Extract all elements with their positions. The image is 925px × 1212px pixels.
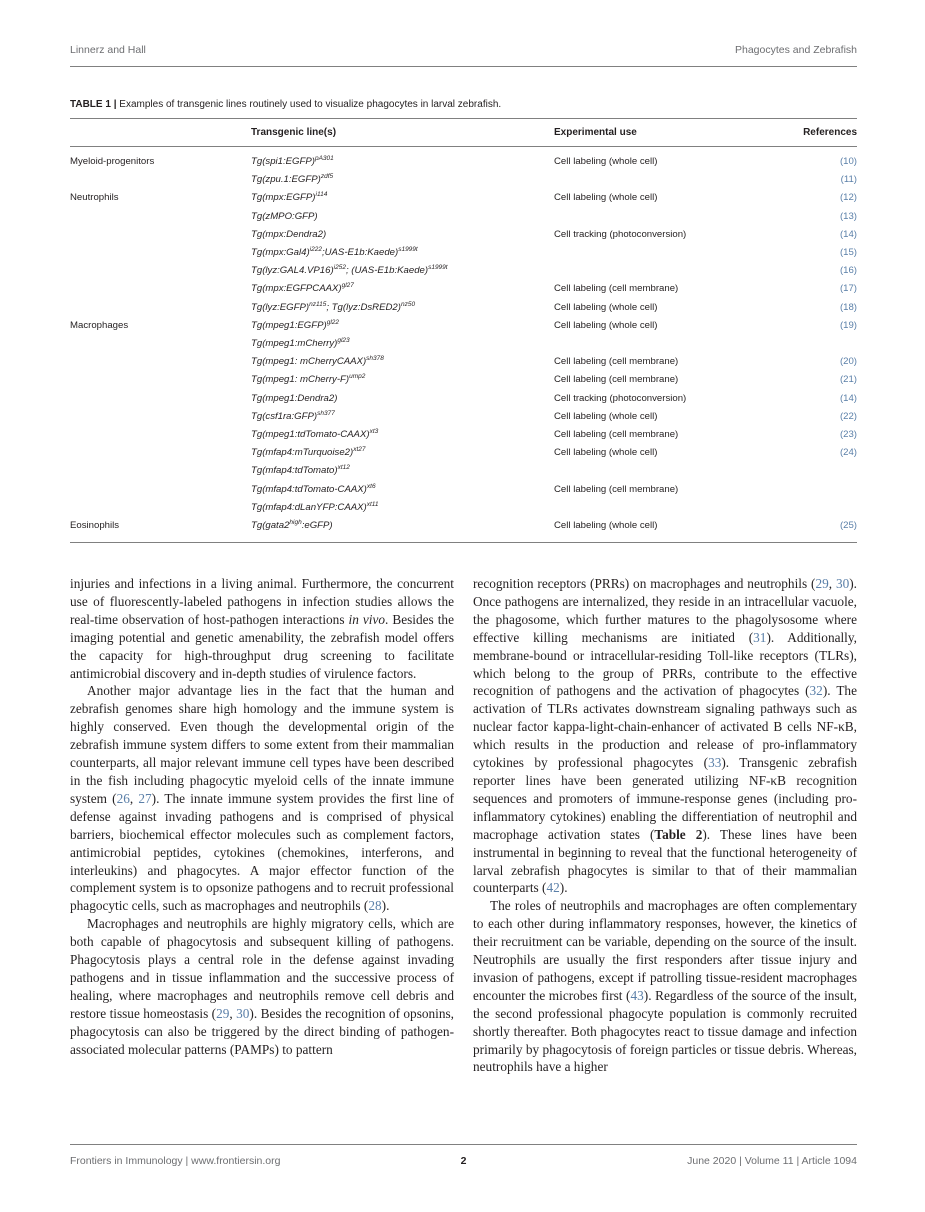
cell-reference: (25) — [839, 520, 857, 531]
cell-category: Macrophages — [70, 319, 129, 331]
table-caption — [70, 99, 501, 110]
line-name: Tg(mpeg1: mCherry-F) — [251, 374, 350, 386]
table-bottom-rule — [70, 542, 857, 543]
text-run: , — [828, 576, 836, 591]
cell-reference: (11) — [840, 174, 857, 186]
running-head — [70, 44, 857, 64]
cell-transgenic-line — [251, 192, 327, 203]
cell-reference: (17) — [839, 283, 857, 295]
paragraph — [70, 575, 454, 682]
citation-link[interactable]: 33 — [708, 755, 722, 771]
text-run: ). Regardless of the source of the insult, the second professional phagocyte population is commonly recruited shortly thereafter. Both phagocytes react to tissue damage and infection primarily by phagocytosis of foreign particles or tissue debris. Whereas, neutrophils have a higher — [473, 987, 857, 1075]
table-row — [70, 265, 857, 283]
line-name: Tg(spi1:EGFP) — [251, 156, 315, 167]
line-name-cont: ; Tg(lyz:DsRED2) — [326, 301, 401, 313]
table-top-rule — [70, 118, 857, 119]
paragraph — [70, 915, 454, 1058]
body-column-left — [70, 575, 454, 1058]
line-name: Tg(mpx:Dendra2) — [251, 228, 327, 240]
cell-experimental-use: Cell labeling (whole cell) — [554, 447, 658, 459]
cell-transgenic-line — [251, 484, 376, 495]
cell-transgenic-line — [251, 302, 415, 313]
footer — [70, 1155, 857, 1171]
table-row — [70, 192, 857, 210]
cell-category: Eosinophils — [70, 520, 120, 531]
line-name: Tg(mpeg1:tdTomato-CAAX) — [251, 429, 370, 440]
line-name: Tg(csf1ra:GFP) — [251, 410, 318, 422]
cell-reference: (12) — [839, 192, 857, 204]
text-run: Another major advantage lies in the fact that the human and zebrafish genomes share high homology and the immune system is highly conserved. Even though the developmental origin of the zebrafish immune system differs to some extent from their mammalian counterparts, all major relevant immune cell types have been described in the fish including phagocytic myeloid cells of the innate immune system ( — [70, 683, 454, 806]
line-name: Tg(lyz:GAL4.VP16) — [251, 265, 334, 277]
allele-superscript: i114 — [315, 191, 328, 199]
line-name: Tg(zMPO:GFP) — [251, 210, 318, 222]
text-run: injuries and infections in a living animal. Furthermore, the concurrent use of fluorescently-labeled pathogens in infection studies allows the real-time observation of host-pathogen interactions — [70, 576, 454, 627]
cell-experimental-use: Cell labeling (cell membrane) — [554, 374, 679, 386]
cell-transgenic-line — [251, 447, 366, 458]
line-name: Tg(mpeg1: mCherryCAAX) — [251, 356, 367, 368]
line-name: Tg(zpu.1:EGFP) — [251, 174, 321, 186]
cell-transgenic-line — [251, 174, 333, 185]
cell-reference: (13) — [839, 210, 857, 222]
table-row — [70, 520, 857, 538]
citation-link[interactable]: 32 — [809, 683, 823, 699]
allele-superscript: xt3 — [369, 428, 379, 435]
table-row — [70, 502, 857, 520]
cell-experimental-use: Cell labeling (whole cell) — [554, 192, 658, 204]
text-run: . Besides the imaging potential and genetic amenability, the zebrafish model offers the capacity for high-throughput drug screening to facilitate antimicrobial discovery and in-depth studies of virulence factors. — [70, 611, 454, 681]
cell-experimental-use: Cell labeling (whole cell) — [554, 410, 658, 422]
citation-link[interactable]: 26 — [116, 790, 130, 806]
table-row — [70, 211, 857, 229]
line-name: Tg(mpeg1:Dendra2) — [251, 392, 338, 404]
table-row — [70, 411, 857, 429]
table-caption-text: Examples of transgenic lines routinely used to visualize phagocytes in larval zebrafish. — [119, 99, 502, 110]
citation-link[interactable]: 30 — [236, 1005, 250, 1021]
line-name: Tg(mpx:EGFPCAAX) — [251, 283, 342, 295]
text-run: ). Additionally, membrane-bound or intracellular-residing Toll-like receptors (TLRs), which belong to the group of PRRs, contribute to the effective recognition of pathogens and the activation of phagocytes ( — [473, 629, 857, 699]
allele-superscript: pA301 — [314, 155, 334, 162]
text-run: The roles of neutrophils and macrophages are often complementary to each other during inflammatory responses, however, the kinetics of their recruitment can be variable, depending on the source of the insult. Neutrophils are usually the first responders after tissue injury and invasion of pathogens, except if patrolling tissue-resident macrophages encounter the microbes first ( — [473, 898, 857, 1003]
line-name-cont: :eGFP) — [301, 520, 333, 531]
text-run: ). The activation of TLRs activates downstream signaling pathways such as nuclear factor kappa-light-chain-enhancer of activated B cells NF-κB, which results in the production and release of pro-inflammatory cytokines by professional phagocytes ( — [473, 683, 857, 771]
citation-link[interactable]: 29 — [216, 1005, 230, 1021]
cell-transgenic-line — [251, 502, 379, 513]
cell-transgenic-line — [251, 247, 418, 258]
allele-superscript: s1999t — [428, 264, 448, 272]
cell-reference: (24) — [839, 447, 857, 459]
table-row — [70, 283, 857, 301]
cell-experimental-use: Cell tracking (photoconversion) — [554, 392, 687, 404]
cell-reference: (21) — [839, 374, 857, 386]
cell-transgenic-line — [251, 356, 384, 367]
allele-superscript: gl23 — [337, 337, 350, 344]
cell-transgenic-line — [251, 320, 339, 331]
cell-reference: (15) — [839, 247, 857, 258]
cell-transgenic-line — [251, 338, 350, 349]
cell-experimental-use: Cell labeling (whole cell) — [554, 319, 658, 331]
line-name-cont: ;UAS-E1b:Kaede) — [321, 247, 399, 258]
table-label: TABLE 1 | — [70, 99, 117, 110]
cell-experimental-use: Cell labeling (whole cell) — [554, 301, 658, 313]
allele-superscript: sh378 — [366, 355, 384, 363]
text-run: ). These lines have been instrumental in beginning to reveal that the functional heterogeneity of larval zebrafish phagocytes is similar to that of their mammalian counterparts ( — [473, 826, 858, 896]
text-run: Macrophages and neutrophils are highly migratory cells, which are both capable of phagocytosis and subsequent killing of pathogens. Phagocytosis plays a central role in the defense against invading pathogens and in tissue inflammation and the successive process of healing, where macrophages and neutrophils remove cell debris and restore tissue homeostasis ( — [70, 916, 454, 1021]
allele-superscript: sh377 — [317, 409, 335, 417]
column-header-references: References — [803, 127, 857, 138]
table-row — [70, 247, 857, 265]
citation-link[interactable]: 30 — [835, 576, 850, 591]
line-name-cont: ; (UAS-E1b:Kaede) — [345, 265, 429, 277]
cell-transgenic-line — [251, 283, 354, 294]
paragraph — [473, 575, 857, 897]
page-number: 2 — [460, 1155, 467, 1167]
cell-reference: (16) — [839, 265, 857, 277]
allele-superscript: xt27 — [353, 446, 366, 454]
table-row — [70, 447, 857, 465]
cell-transgenic-line — [251, 393, 337, 404]
table-row — [70, 174, 857, 192]
allele-superscript: ump2 — [349, 373, 366, 381]
cell-experimental-use: Cell tracking (photoconversion) — [554, 228, 687, 240]
footer-divider — [70, 1144, 857, 1145]
allele-superscript: nz115 — [309, 300, 327, 308]
text-run: ). — [559, 880, 568, 896]
cell-reference: (14) — [839, 392, 857, 404]
allele-superscript: xt11 — [366, 500, 379, 508]
cell-reference: (22) — [839, 410, 857, 422]
table-row — [70, 338, 857, 356]
table-row — [70, 229, 857, 247]
allele-superscript: i222 — [309, 246, 322, 253]
citation-link[interactable]: 43 — [630, 987, 644, 1003]
paragraph — [70, 682, 454, 915]
text-run: ). The innate immune system provides the first line of defense against invading pathogens and is comprised of physical barriers, biochemical effector molecules such as complement factors, antimicrobial peptides, cytokines (chemokines, interferons, and interleukins) and phagocytes. A major effector function of the complement system is to opsonize pathogens and to recruit professional phagocytic cells, such as macrophages and neutrophils ( — [70, 790, 454, 914]
footer-issue: June 2020 | Volume 11 | Article 1094 — [687, 1155, 857, 1167]
footer-journal: Frontiers in Immunology | www.frontiersin.org — [70, 1155, 281, 1167]
citation-link[interactable]: 42 — [546, 880, 560, 896]
paragraph — [473, 897, 857, 1076]
cell-reference: (14) — [839, 228, 857, 240]
cell-reference: (23) — [839, 429, 857, 440]
table-header-rule — [70, 146, 857, 147]
table-row — [70, 374, 857, 392]
table-row — [70, 302, 857, 320]
cell-transgenic-line — [251, 211, 318, 222]
citation-link[interactable]: 31 — [753, 629, 767, 645]
cell-transgenic-line — [251, 411, 335, 422]
cell-transgenic-line — [251, 265, 448, 276]
allele-superscript: zdf5 — [320, 173, 334, 181]
cell-reference: (20) — [839, 356, 857, 368]
cell-transgenic-line — [251, 520, 333, 531]
body-column-right — [473, 575, 857, 1076]
table-row — [70, 484, 857, 502]
line-name: Tg(mpx:EGFP) — [251, 192, 316, 204]
cell-transgenic-line — [251, 374, 365, 385]
cell-experimental-use: Cell labeling (cell membrane) — [554, 283, 679, 295]
table-row — [70, 356, 857, 374]
line-name: Tg(mpeg1:EGFP) — [251, 319, 327, 331]
cell-category: Neutrophils — [70, 192, 119, 204]
cell-reference: (19) — [839, 319, 857, 331]
cell-transgenic-line — [251, 156, 334, 167]
allele-superscript: xt6 — [366, 482, 376, 490]
text-run: , — [129, 790, 139, 806]
header-divider — [70, 66, 857, 67]
cell-transgenic-line — [251, 429, 378, 440]
running-head-authors: Linnerz and Hall — [70, 44, 146, 56]
citation-link[interactable]: 29 — [815, 576, 829, 591]
running-head-title: Phagocytes and Zebrafish — [735, 44, 857, 56]
cell-experimental-use: Cell labeling (cell membrane) — [554, 429, 679, 440]
table-row — [70, 429, 857, 447]
table-row — [70, 156, 857, 174]
line-name: Tg(mpeg1:mCherry) — [251, 338, 338, 349]
allele-superscript: s1999t — [398, 246, 418, 253]
text-run: in vivo — [348, 611, 386, 627]
text-run: ). — [381, 898, 390, 914]
line-name: Tg(mfap4:tdTomato) — [251, 465, 338, 477]
cell-experimental-use: Cell labeling (cell membrane) — [554, 483, 679, 495]
line-name: Tg(mfap4:dLanYFP:CAAX) — [251, 501, 367, 513]
cell-transgenic-line — [251, 465, 350, 476]
line-name: Tg(lyz:EGFP) — [251, 301, 310, 313]
column-header-transgenic-line: Transgenic line(s) — [251, 127, 337, 138]
column-header-experimental-use: Experimental use — [554, 127, 637, 138]
allele-superscript: gl27 — [341, 282, 354, 290]
citation-link[interactable]: 27 — [138, 790, 152, 806]
cell-category: Myeloid-progenitors — [70, 156, 155, 167]
line-name: Tg(mpx:Gal4) — [251, 247, 310, 258]
cell-experimental-use: Cell labeling (cell membrane) — [554, 356, 679, 368]
allele-superscript: high — [289, 519, 302, 526]
citation-link[interactable]: 28 — [368, 898, 382, 914]
cell-experimental-use: Cell labeling (whole cell) — [554, 156, 658, 167]
table-row — [70, 465, 857, 483]
line-name: Tg(mfap4:tdTomato-CAAX) — [251, 483, 367, 495]
cell-experimental-use: Cell labeling (whole cell) — [554, 520, 658, 531]
text-run: ). Besides the recognition of opsonins, phagocytosis can also be triggered by the direct binding of pathogen-associated molecular patterns (PAMPs) to pattern — [70, 1005, 455, 1057]
cell-transgenic-line — [251, 229, 326, 240]
text-run[interactable]: Table 2 — [654, 826, 703, 842]
allele-superscript: gl22 — [326, 318, 340, 326]
table-row — [70, 320, 857, 338]
cell-reference: (10) — [839, 156, 857, 167]
allele-superscript: xt12 — [337, 464, 350, 472]
text-run: , — [229, 1005, 237, 1021]
allele-superscript: i252 — [333, 264, 346, 272]
text-run: recognition receptors (PRRs) on macrophages and neutrophils ( — [473, 576, 816, 591]
line-name: Tg(gata2 — [251, 520, 290, 531]
line-name: Tg(mfap4:mTurquoise2) — [251, 447, 354, 459]
text-run: ). Transgenic zebrafish reporter lines have been generated utilizing NF-κB recognition sequences and promoters of immune-response genes (including pro-inflammatory cytokines) enabling the differentiation of neutrophil and macrophage activation states ( — [473, 755, 857, 842]
cell-reference: (18) — [839, 301, 857, 313]
allele-superscript: nz50 — [400, 300, 416, 308]
text-run: ). Once pathogens are internalized, they reside in an intracellular vacuole, the phagosome, which further matures to the phagolysosome where effective killing mechanisms are initiated ( — [473, 576, 857, 645]
table-row — [70, 393, 857, 411]
